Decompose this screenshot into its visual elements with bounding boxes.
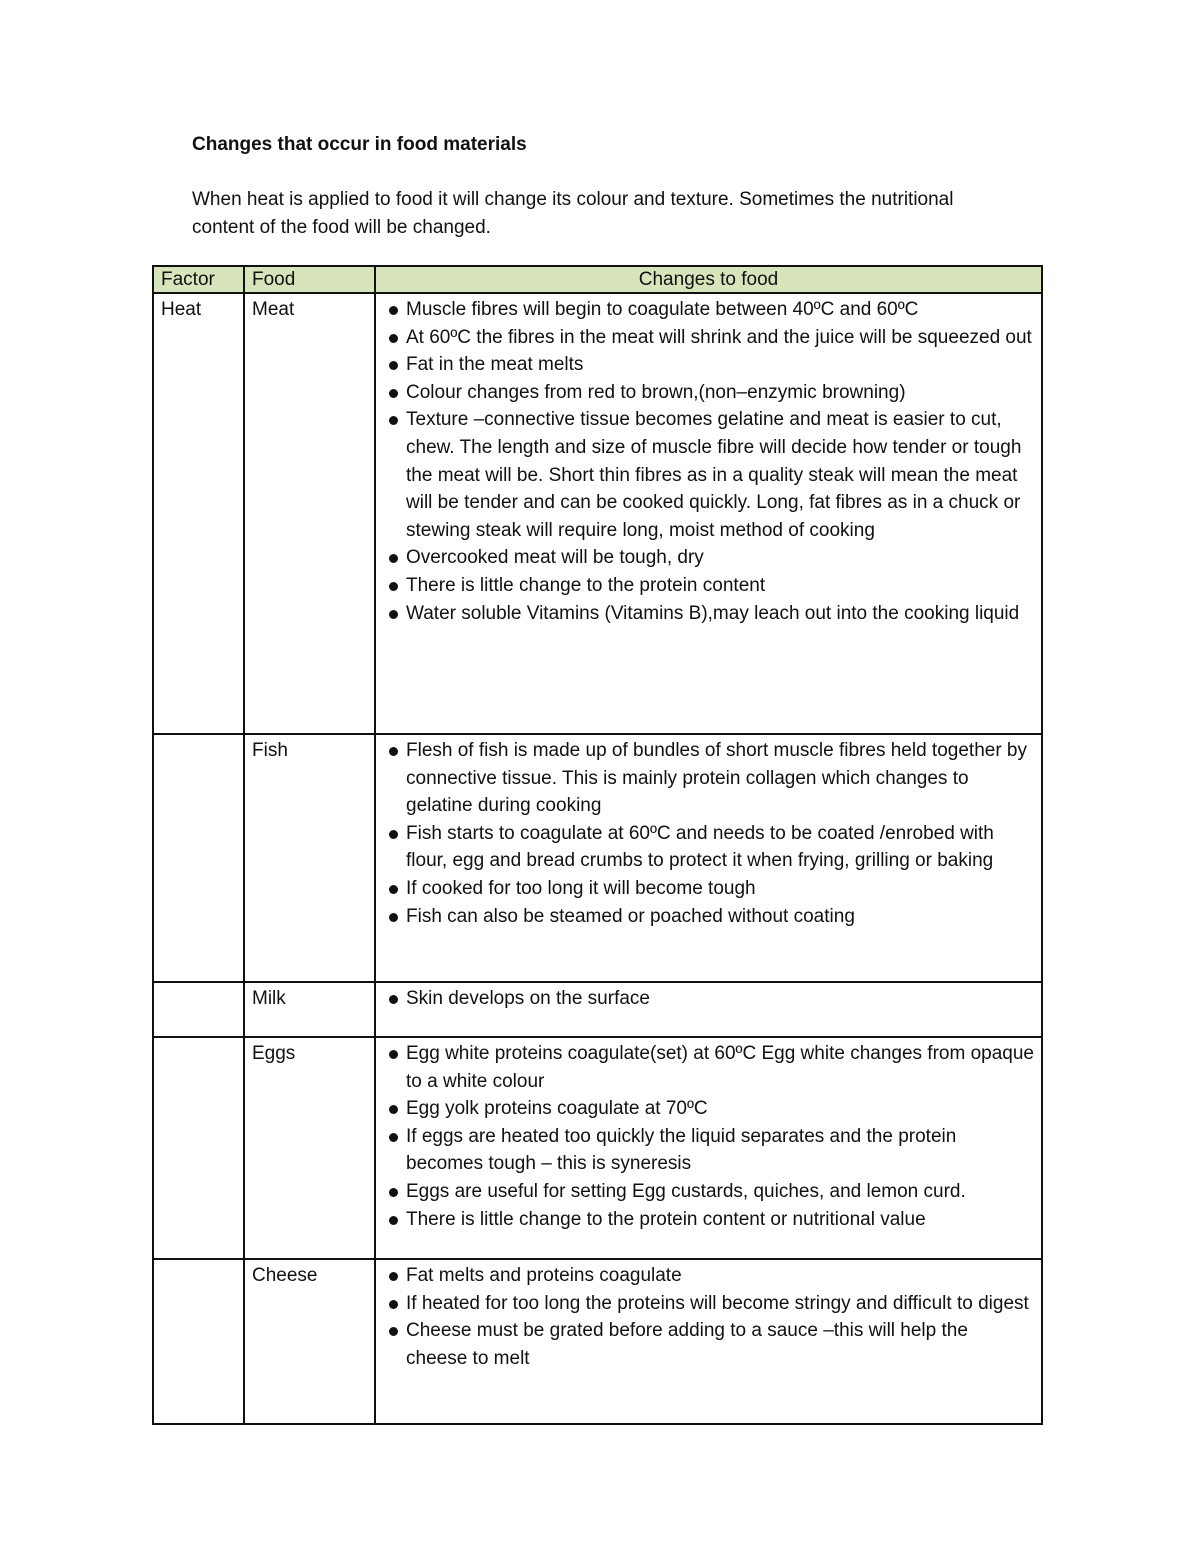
factor-cell: Heat xyxy=(153,293,244,734)
intro-paragraph: When heat is applied to food it will change its colour and texture. Sometimes the nutritional content of the food will be changed. xyxy=(192,189,954,238)
bullet-icon xyxy=(389,747,398,756)
document-heading: Changes that occur in food materials xyxy=(192,134,527,155)
bullet-icon xyxy=(389,1050,398,1059)
list-item: Fish starts to coagulate at 60ºC and needs to be coated /enrobed with flour, egg and bread crumbs to protect it when frying, grilling or baking xyxy=(386,820,1034,875)
bullet-icon xyxy=(389,1300,398,1309)
header-changes: Changes to food xyxy=(375,266,1042,293)
food-changes-table xyxy=(152,265,1043,1425)
food-cell: Meat xyxy=(244,293,375,734)
bullet-icon xyxy=(389,610,398,619)
list-item: Flesh of fish is made up of bundles of short muscle fibres held together by connective tissue. This is mainly protein collagen which changes to gelatine during cooking xyxy=(386,737,1034,820)
list-item: Colour changes from red to brown,(non–enzymic browning) xyxy=(386,379,1034,407)
table-row xyxy=(153,982,1042,1037)
table-header-row xyxy=(153,266,1042,293)
list-item: Muscle fibres will begin to coagulate between 40ºC and 60ºC xyxy=(386,296,1034,324)
list-item: Egg white proteins coagulate(set) at 60ºC Egg white changes from opaque to a white colour xyxy=(386,1040,1034,1095)
list-item: Egg yolk proteins coagulate at 70ºC xyxy=(386,1095,1034,1123)
changes-list xyxy=(383,985,1034,1013)
food-cell: Eggs xyxy=(244,1037,375,1259)
table-row xyxy=(153,1037,1042,1259)
changes-list xyxy=(383,296,1034,627)
factor-cell xyxy=(153,734,244,982)
changes-cell xyxy=(375,982,1042,1037)
changes-list xyxy=(383,1262,1034,1372)
list-item: Cheese must be grated before adding to a sauce –this will help the cheese to melt xyxy=(386,1317,1034,1372)
factor-cell xyxy=(153,982,244,1037)
factor-cell xyxy=(153,1259,244,1424)
bullet-icon xyxy=(389,554,398,563)
bullet-icon xyxy=(389,885,398,894)
header-factor: Factor xyxy=(153,266,244,293)
list-item: At 60ºC the fibres in the meat will shrink and the juice will be squeezed out xyxy=(386,324,1034,352)
list-item: If eggs are heated too quickly the liquid separates and the protein becomes tough – this is syneresis xyxy=(386,1123,1034,1178)
food-cell: Cheese xyxy=(244,1259,375,1424)
bullet-icon xyxy=(389,389,398,398)
bullet-icon xyxy=(389,1105,398,1114)
changes-list xyxy=(383,1040,1034,1233)
bullet-icon xyxy=(389,334,398,343)
changes-cell xyxy=(375,1037,1042,1259)
bullet-icon xyxy=(389,830,398,839)
factor-cell xyxy=(153,1037,244,1259)
list-item: Fat in the meat melts xyxy=(386,351,1034,379)
table-row xyxy=(153,293,1042,734)
food-cell: Fish xyxy=(244,734,375,982)
changes-cell xyxy=(375,293,1042,734)
bullet-icon xyxy=(389,1327,398,1336)
food-cell: Milk xyxy=(244,982,375,1037)
list-item: Eggs are useful for setting Egg custards, quiches, and lemon curd. xyxy=(386,1178,1034,1206)
list-item: Fat melts and proteins coagulate xyxy=(386,1262,1034,1290)
list-item: Skin develops on the surface xyxy=(386,985,1034,1013)
list-item: There is little change to the protein content xyxy=(386,572,1034,600)
table-row xyxy=(153,1259,1042,1424)
list-item: Texture –connective tissue becomes gelatine and meat is easier to cut, chew. The length and size of muscle fibre will decide how tender or tough the meat will be. Short thin fibres as in a quality steak will mean the meat will be tender and can be cooked quickly. Long, fat fibres as in a chuck or stewing steak will require long, moist method of cooking xyxy=(386,406,1034,544)
list-item: Water soluble Vitamins (Vitamins B),may leach out into the cooking liquid xyxy=(386,600,1034,628)
table-row xyxy=(153,734,1042,982)
list-item: There is little change to the protein content or nutritional value xyxy=(386,1206,1034,1234)
list-item: If heated for too long the proteins will become stringy and difficult to digest xyxy=(386,1290,1034,1318)
bullet-icon xyxy=(389,913,398,922)
bullet-icon xyxy=(389,995,398,1004)
bullet-icon xyxy=(389,361,398,370)
changes-list xyxy=(383,737,1034,930)
bullet-icon xyxy=(389,416,398,425)
bullet-icon xyxy=(389,582,398,591)
list-item: Fish can also be steamed or poached without coating xyxy=(386,903,1034,931)
list-item: Overcooked meat will be tough, dry xyxy=(386,544,1034,572)
bullet-icon xyxy=(389,1133,398,1142)
bullet-icon xyxy=(389,306,398,315)
header-food: Food xyxy=(244,266,375,293)
bullet-icon xyxy=(389,1216,398,1225)
changes-cell xyxy=(375,1259,1042,1424)
list-item: If cooked for too long it will become tough xyxy=(386,875,1034,903)
changes-cell xyxy=(375,734,1042,982)
bullet-icon xyxy=(389,1188,398,1197)
bullet-icon xyxy=(389,1272,398,1281)
